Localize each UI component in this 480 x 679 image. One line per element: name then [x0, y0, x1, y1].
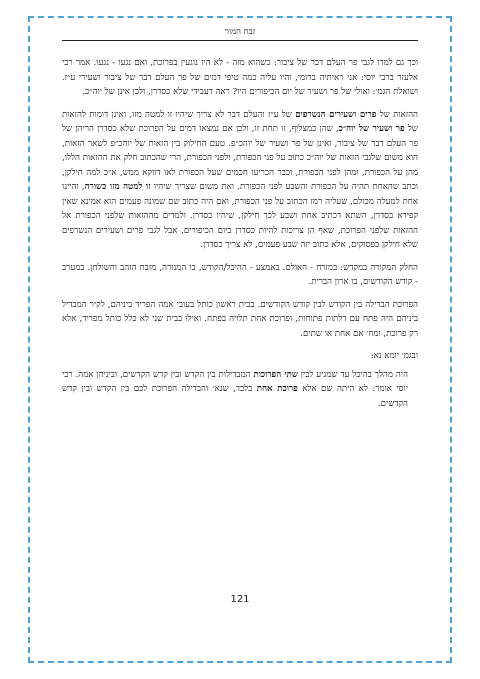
- text-run: ההזאות של: [376, 109, 418, 120]
- bold-text: שתי הפרוכות: [253, 369, 298, 380]
- text-run: החלק המקורה במקדש: במזרח - האולם. באמצע - ההיכל/הקודש, בו המנורה, מזבח הזהב והשולחן. במערב - קודש הקודשים, בו ארון הברית.: [62, 262, 418, 287]
- page-header: [62, 26, 418, 41]
- bold-text: פרים ושעירים הנשרפים: [295, 109, 377, 120]
- paragraph: [62, 298, 418, 342]
- paragraph: [62, 56, 418, 100]
- quoted-passage: [62, 368, 418, 412]
- text-run: הפרוכת הבדילה בין הקודש לבין קודש הקודשים. בבית ראשון כותל בעובי אמה הפריד ביניהם, לקיר המבדיל ביניהם היה פתח עם דלתות פתוחות, ופרוכת אחת תלויה בפתח. ואילו בבית שני לא כלל כותל מפריד, אלא רק פרוכת, ומח׳ אם אחת או שתים.: [62, 299, 418, 339]
- header-title: זבח המור: [224, 27, 256, 37]
- text-run: ובגמ׳ יומא נא:: [370, 351, 418, 361]
- text-run: וכך גם למדו לגבי פר העלם דבר של ציבור: כשהוא מזה - לא היו נוגעין בפרוכת, ואם נגעו - נגעו. אמר רבי אלעזר ברבי יוסי: אני ראיתיה ברומי, והיו עליה כמה טיפי דמים של פר העלם דבר של ציבור ושעירי ע״ז. ושואלת הגמ׳: ואולי של פר ושעיר של יום הכיפורים היו? ראה דעבידי שלא כסדרן, ולכן אינן של יוה״כ.: [62, 58, 418, 97]
- text-run: , שהן כמצליף, זו תחת זו, ולכן אם נמצאו דמים על הפרוכת שלא כסדרן הריהן של פר העלם דבר של ציבור, ואינן של פר ושעיר של יוהכ״פ. טעם החילוק בין הזאות של יוהכ״פ לשאר הזאות, הוא משום שלגבי הזאות של יוה״כ כתוב על פני הכפורת, ולפני הכפורת, הרי שהכתוב חלק את ההזאות הללו, מהן על הכפורת, ומהן לפני הכפורת, וכבר הכריעו חכמים שעל הכפורת לאו דווקא ממש, א״כ למה חילקן, וכתב שהאחת תהיה על הכפורת והשבע לפני הכפורת, ואת משום שצריך שיהיו: [62, 124, 419, 192]
- text-run: , והיינו אחת למעלה מכולם, שעליה רמז הכתוב על פני הכפורת, ואם היה כתוב שם שמונה פעמים הוא אמינא שאין קפידא בסדרן, השתא דכתיב אחת ושבע לכך חילקן, שיהיו כסדרן. ולמדים מההזאות שלפני הכפורת אל ההזאות שלפני הפרוכת, שאף הן צריכות להיות כסדרן ביום הכיפורים, אבל לגבי פרים ושעירים הנשרפים שלא חילקן בפסוקים, אלא כתוב יזה שבע פעמים, לא צריך כסדרן.: [62, 182, 418, 250]
- text-run: של ע״ז והעלם דבר לא צריך שיהיו זו למטה מזו, ואינן דומות להזאות של: [62, 109, 418, 134]
- bold-text: זו למטה מזו כשורה: [84, 182, 151, 192]
- page-content: [62, 56, 418, 411]
- page-number: 121: [230, 594, 250, 605]
- paragraph: [62, 261, 418, 290]
- bold-text: פרוכת אחת: [256, 384, 298, 394]
- bold-text: פר ושעיר של יוה״כ: [338, 124, 405, 134]
- paragraph: [62, 108, 418, 253]
- text-run: היה מהלך בהיכל עד שמגיע לבין: [297, 369, 409, 380]
- text-run: בלבד, שנא׳ והבדילה הפרוכת לכם בין הקדש ובין קדש הקדשים.: [62, 384, 408, 409]
- paragraph: [62, 349, 418, 364]
- text-run: המבדילות בין הקדש ובין קדש הקדשים, וביניהן אמה. רבי יוסי אומר: לא היתה שם אלא: [62, 369, 409, 394]
